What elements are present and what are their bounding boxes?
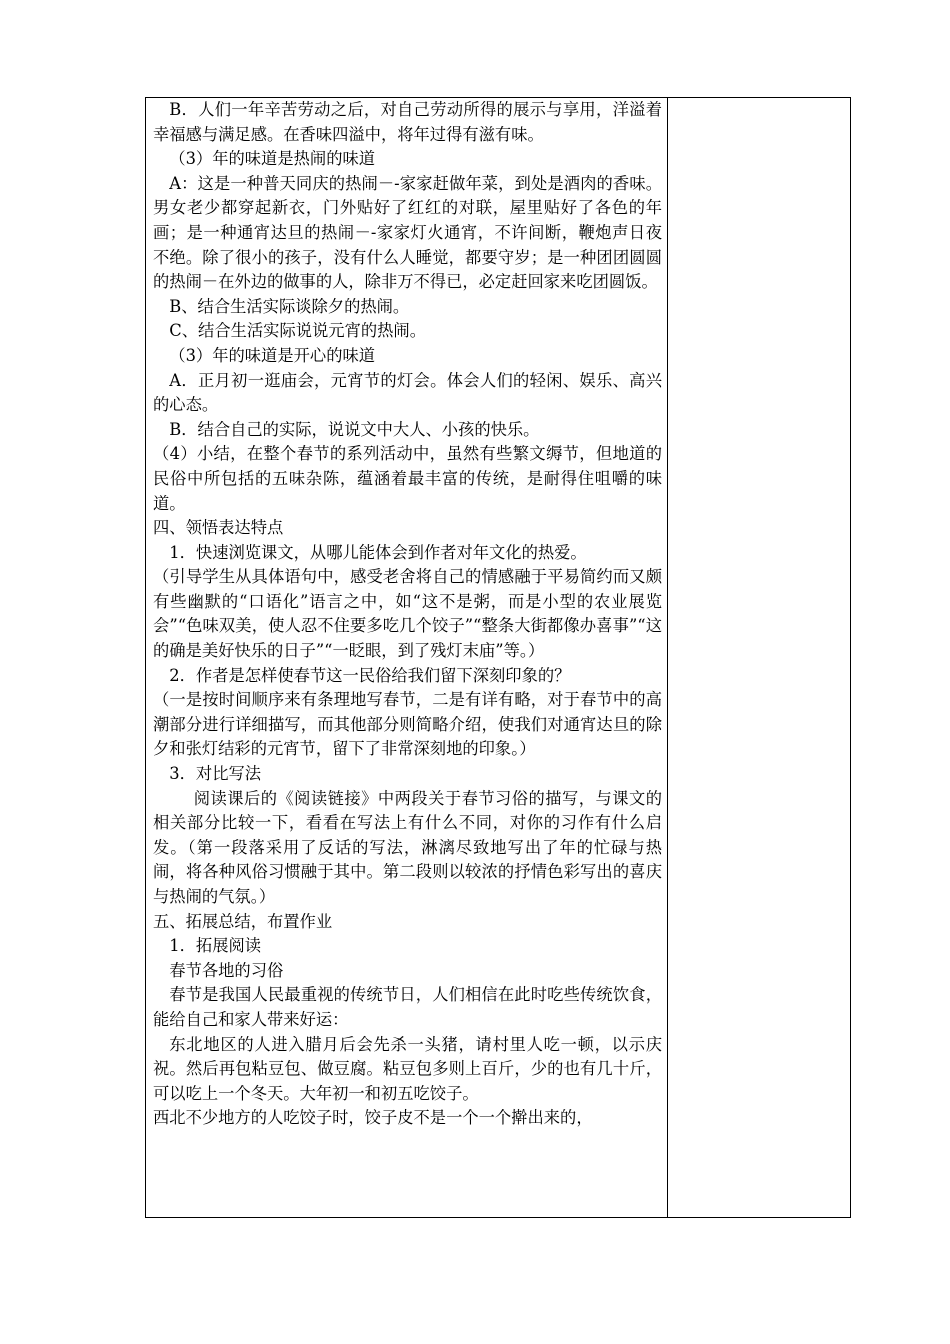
table-row — [146, 98, 851, 1218]
text-paragraph: 3．对比写法 — [169, 764, 262, 784]
lesson-text — [146, 98, 667, 1131]
text-paragraph: 1．快速浏览课文，从哪儿能体会到作者对年文化的热爱。 — [169, 542, 587, 562]
text-paragraph: 春节各地的习俗 — [169, 960, 284, 980]
text-paragraph: B．人们一年辛苦劳动之后，对自己劳动所得的展示与享用，洋溢着幸福感与满足感。在香味四溢中，将年过得有滋有味。 — [153, 100, 662, 144]
text-paragraph: （3）年的味道是开心的味道 — [169, 345, 376, 365]
main-content-cell — [146, 98, 668, 1218]
text-paragraph: （3）年的味道是热闹的味道 — [169, 149, 376, 169]
text-paragraph: 2．作者是怎样使春节这一民俗给我们留下深刻印象的？ — [169, 665, 571, 685]
text-paragraph: （4）小结，在整个春节的系列活动中，虽然有些繁文缛节，但地道的民俗中所包括的五味杂陈，蕴涵着最丰富的传统，是耐得住咀嚼的味道。 — [153, 444, 662, 513]
text-paragraph: 西北不少地方的人吃饺子时，饺子皮不是一个一个擀出来的， — [153, 1108, 593, 1128]
text-paragraph: C、结合生活实际说说元宵的热闹。 — [169, 321, 426, 341]
text-paragraph: B．结合自己的实际，说说文中大人、小孩的快乐。 — [169, 419, 540, 439]
text-paragraph: 1．拓展阅读 — [169, 936, 262, 956]
text-paragraph: （一是按时间顺序来有条理地写春节，二是有详有略，对于春节中的高潮部分进行详细描写，而其他部分则简略介绍，使我们对通宵达旦的除夕和张灯结彩的元宵节，留下了非常深刻地的印象。） — [153, 690, 662, 759]
notes-cell — [668, 98, 851, 1218]
text-paragraph: 四、领悟表达特点 — [153, 518, 284, 538]
text-paragraph: B、结合生活实际谈除夕的热闹。 — [169, 296, 410, 316]
text-paragraph: （引导学生从具体语句中，感受老舍将自己的情感融于平易简约而又颇有些幽默的“口语化”语言之中，如“这不是粥，而是小型的农业展览会”“色味双美，使人忍不住要多吃几个饺子”“整条大街都像办喜事”“这的确是美好快乐的日子”“一眨眼，到了残灯末庙”等。） — [153, 567, 662, 661]
text-paragraph: 东北地区的人进入腊月后会先杀一头猪，请村里人吃一顿，以示庆祝。然后再包粘豆包、做豆腐。粘豆包多则上百斤，少的也有几十斤，可以吃上一个冬天。大年初一和初五吃饺子。 — [153, 1034, 662, 1103]
text-paragraph: 春节是我国人民最重视的传统节日，人们相信在此时吃些传统饮食，能给自己和家人带来好运： — [153, 985, 662, 1029]
text-paragraph: A．正月初一逛庙会，元宵节的灯会。体会人们的轻闲、娱乐、高兴的心态。 — [153, 370, 662, 415]
text-paragraph: 五、拓展总结，布置作业 — [153, 911, 333, 931]
text-paragraph: A：这是一种普天同庆的热闹－-家家赶做年菜，到处是酒肉的香味。男女老少都穿起新衣，门外贴好了红红的对联，屋里贴好了各色的年画；是一种通宵达旦的热闹－-家家灯火通宵，不许间断，鞭炮声日夜不绝。除了很小的孩子，没有什么人睡觉，都要守岁；是一种团团圆圆的热闹－在外边的做事的人，除非万不得已，必定赶回家来吃团圆饭。 — [153, 173, 662, 292]
lesson-table — [145, 97, 851, 1218]
text-paragraph: 阅读课后的《阅读链接》中两段关于春节习俗的描写，与课文的相关部分比较一下，看看在写法上有什么不同，对你的习作有什么启发。（第一段落采用了反话的写法，淋漓尽致地写出了年的忙碌与热闹，将各种风俗习惯融于其中。第二段则以较浓的抒情色彩写出的喜庆与热闹的气氛。） — [153, 788, 662, 906]
